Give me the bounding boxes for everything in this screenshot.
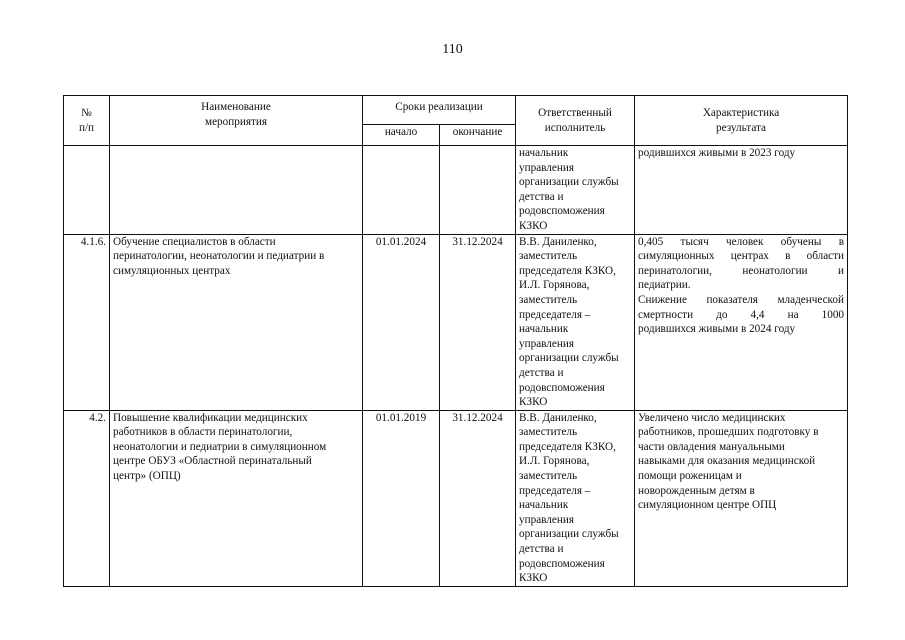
- responsible-line: начальник: [519, 499, 569, 512]
- responsible-line: председателя КЗКО,: [519, 440, 616, 453]
- result-line: симуляционных центрах в области: [638, 250, 845, 263]
- responsible-line: организации службы: [519, 176, 619, 189]
- header-result: [635, 96, 848, 146]
- header-dates: Сроки реализации: [363, 96, 516, 125]
- header-name: [110, 96, 363, 146]
- responsible-line: И.Л. Горянова,: [519, 279, 590, 292]
- row-activity-name: [110, 234, 363, 410]
- responsible-line: начальник: [519, 147, 569, 159]
- responsible-line: И.Л. Горянова,: [519, 455, 590, 468]
- row-end-date: 31.12.2024: [440, 234, 516, 410]
- row-responsible: [516, 234, 635, 410]
- result-line: работников, прошедших подготовку в: [638, 426, 819, 439]
- result-line: навыками для оказания медицинской: [638, 455, 816, 468]
- activity-name-line: центре ОБУЗ «Областной перинатальный: [113, 455, 312, 468]
- result-line: Увеличено число медицинских: [638, 411, 786, 424]
- result-line: части овладения мануальными: [638, 440, 785, 453]
- row-number: 4.1.6.: [64, 234, 110, 410]
- row-start-date: 01.01.2019: [363, 410, 440, 586]
- row-responsible: [516, 410, 635, 586]
- row-start-date: 01.01.2024: [363, 234, 440, 410]
- header-name-line2: мероприятия: [205, 115, 267, 128]
- result-line: новорожденным детям в: [638, 484, 755, 497]
- responsible-line: КЗКО: [519, 572, 548, 585]
- responsible-line: заместитель: [519, 470, 578, 483]
- row-responsible: [516, 146, 635, 235]
- row-start-date: [363, 146, 440, 235]
- responsible-line: детства и: [519, 190, 564, 203]
- responsible-line: управления: [519, 513, 574, 526]
- header-end: окончание: [440, 125, 516, 146]
- responsible-line: детства и: [519, 366, 564, 379]
- result-line: Снижение показателя младенческой: [638, 293, 845, 306]
- activity-name-line: симуляционных центрах: [113, 264, 231, 277]
- result-line: помощи роженицам и: [638, 470, 742, 483]
- result-line: 0,405 тысяч человек обучены в: [638, 235, 845, 248]
- activity-name-line: Обучение специалистов в области: [113, 235, 276, 248]
- table-row: [64, 234, 848, 410]
- responsible-line: начальник: [519, 323, 569, 336]
- responsible-line: заместитель: [519, 250, 578, 263]
- activity-name-line: центр» (ОПЦ): [113, 470, 181, 483]
- responsible-line: родовспоможения: [519, 557, 605, 570]
- result-line: симуляционном центре ОПЦ: [638, 499, 777, 512]
- responsible-line: В.В. Даниленко,: [519, 411, 597, 424]
- result-line: родившихся живыми в 2024 году: [638, 323, 796, 336]
- activity-name-line: неонатологии и педиатрии в симуляционном: [113, 440, 327, 453]
- header-responsible-line2: исполнитель: [544, 121, 606, 134]
- header-responsible: [516, 96, 635, 146]
- responsible-line: председателя КЗКО,: [519, 264, 616, 277]
- row-activity-name: [110, 146, 363, 235]
- responsible-line: КЗКО: [519, 396, 548, 409]
- responsible-line: родовспоможения: [519, 381, 605, 394]
- responsible-line: управления: [519, 161, 574, 174]
- row-result: [635, 234, 848, 410]
- row-result: [635, 410, 848, 586]
- table-row: [64, 146, 848, 235]
- row-end-date: [440, 146, 516, 235]
- header-start: начало: [363, 125, 440, 146]
- table-row: [64, 410, 848, 586]
- header-result-line2: результата: [716, 121, 766, 134]
- responsible-line: организации службы: [519, 352, 619, 365]
- header-number-line2: п/п: [78, 121, 95, 134]
- header-number-line1: №: [81, 107, 92, 119]
- page-number: 110: [442, 42, 463, 57]
- activity-name-line: работников в области перинатологии,: [113, 426, 293, 439]
- row-number: 4.2.: [64, 410, 110, 586]
- header-responsible-line1: Ответственный: [538, 107, 612, 119]
- responsible-line: родовспоможения: [519, 205, 605, 218]
- header-name-line1: Наименование: [201, 101, 271, 113]
- responsible-line: организации службы: [519, 528, 619, 541]
- activity-name-line: перинатологии, неонатологии и педиатрии в: [113, 250, 325, 263]
- responsible-line: заместитель: [519, 426, 578, 439]
- row-end-date: 31.12.2024: [440, 410, 516, 586]
- result-line: педиатрии.: [638, 279, 691, 292]
- result-line: перинатологии, неонатологии и: [638, 264, 845, 277]
- responsible-line: КЗКО: [519, 219, 548, 232]
- row-result: [635, 146, 848, 235]
- result-line: смертности до 4,4 на 1000: [638, 308, 845, 321]
- activity-name-line: Повышение квалификации медицинских: [113, 411, 308, 424]
- responsible-line: управления: [519, 337, 574, 350]
- row-number: [64, 146, 110, 235]
- responsible-line: председателя –: [519, 308, 591, 321]
- row-activity-name: [110, 410, 363, 586]
- header-number: [64, 96, 110, 146]
- responsible-line: заместитель: [519, 293, 578, 306]
- header-result-line1: Характеристика: [702, 107, 780, 119]
- responsible-line: В.В. Даниленко,: [519, 235, 597, 248]
- action-plan-table: [63, 95, 848, 587]
- responsible-line: детства и: [519, 543, 564, 556]
- result-line: родившихся живыми в 2023 году: [638, 147, 796, 159]
- responsible-line: председателя –: [519, 484, 591, 497]
